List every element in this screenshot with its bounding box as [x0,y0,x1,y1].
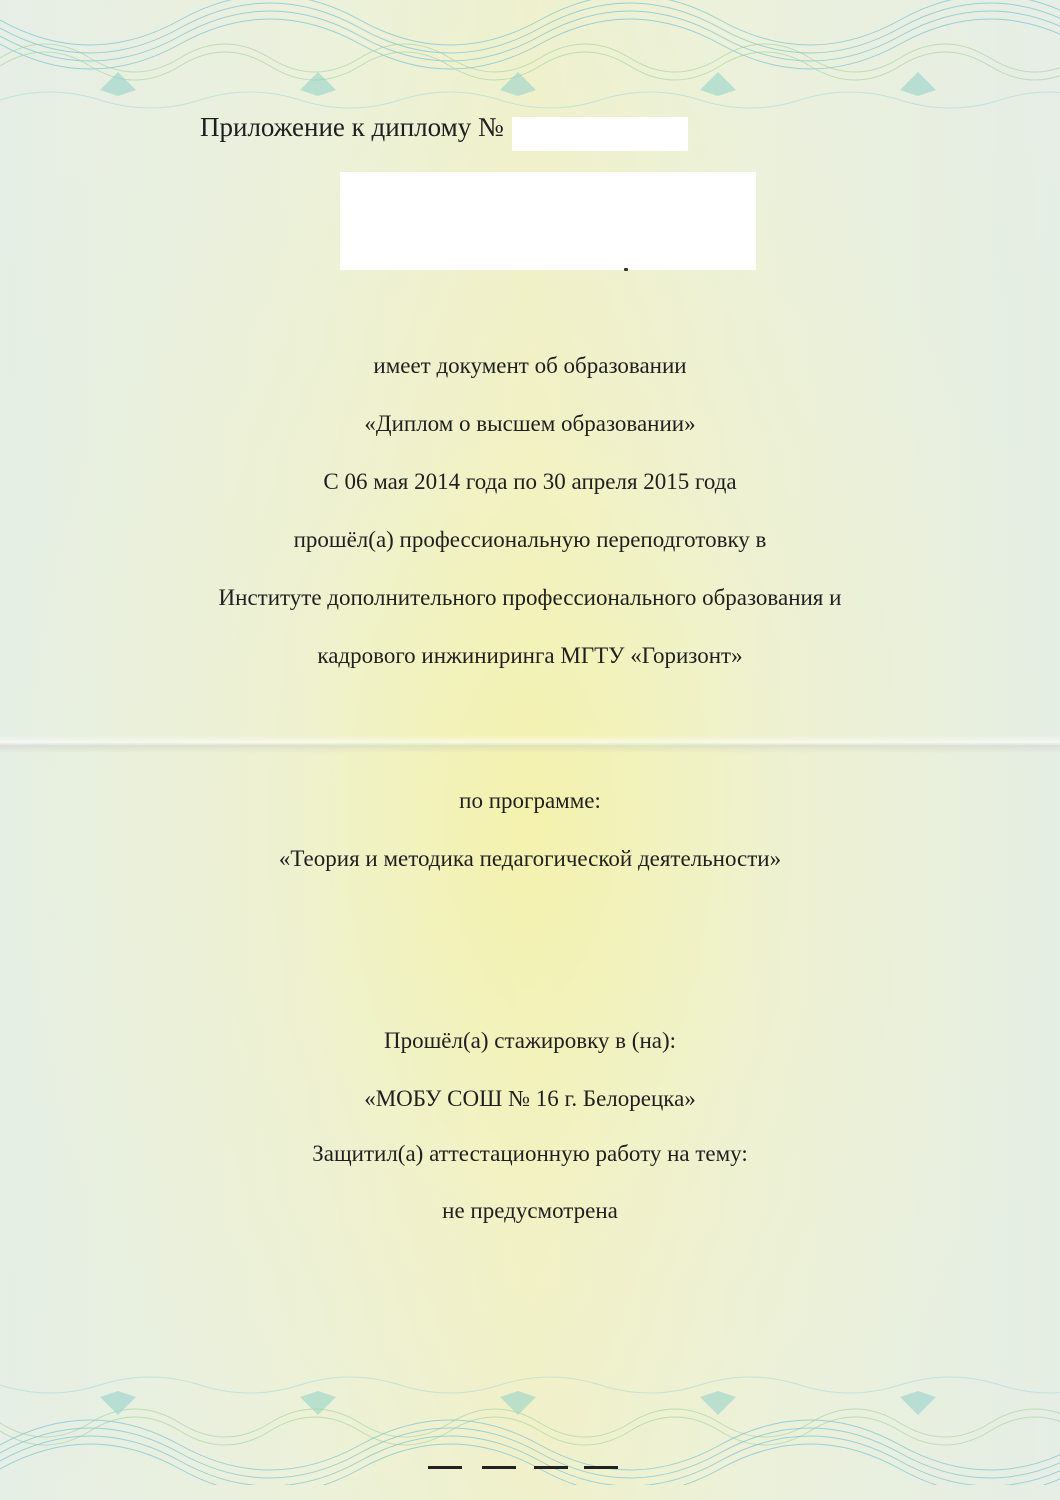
footer-dash [534,1466,568,1469]
ink-speck [624,268,628,271]
retraining-line: прошёл(а) профессиональную переподготовку в [293,527,767,552]
institute-line-1: Институте дополнительного профессионального образования и [218,585,842,610]
institute-line-2: кадрового инжиниринга МГТУ «Горизонт» [317,643,743,668]
guilloche-top-border [0,0,1060,110]
footer-dash [584,1466,618,1469]
paper-fold-crease [0,735,1060,753]
redacted-holder-name [340,172,756,270]
study-period-line: С 06 мая 2014 года по 30 апреля 2015 года [323,469,737,494]
diploma-number-label: Приложение к диплому № [200,112,504,142]
program-label: по программе: [459,788,601,813]
guilloche-bottom-border [0,1375,1060,1485]
thesis-label: Защитил(а) аттестационную работу на тему: [312,1141,748,1166]
footer-dash [428,1466,462,1469]
diploma-type-line: «Диплом о высшем образовании» [364,411,696,436]
footer-dash [482,1466,516,1469]
program-title: «Теория и методика педагогической деятельности» [278,846,782,871]
redacted-diploma-number [512,117,688,151]
education-document-line: имеет документ об образовании [373,353,687,378]
internship-label: Прошёл(а) стажировку в (на): [383,1028,677,1053]
internship-place: «МОБУ СОШ № 16 г. Белорецка» [364,1086,696,1111]
thesis-topic: не предусмотрена [442,1198,618,1223]
